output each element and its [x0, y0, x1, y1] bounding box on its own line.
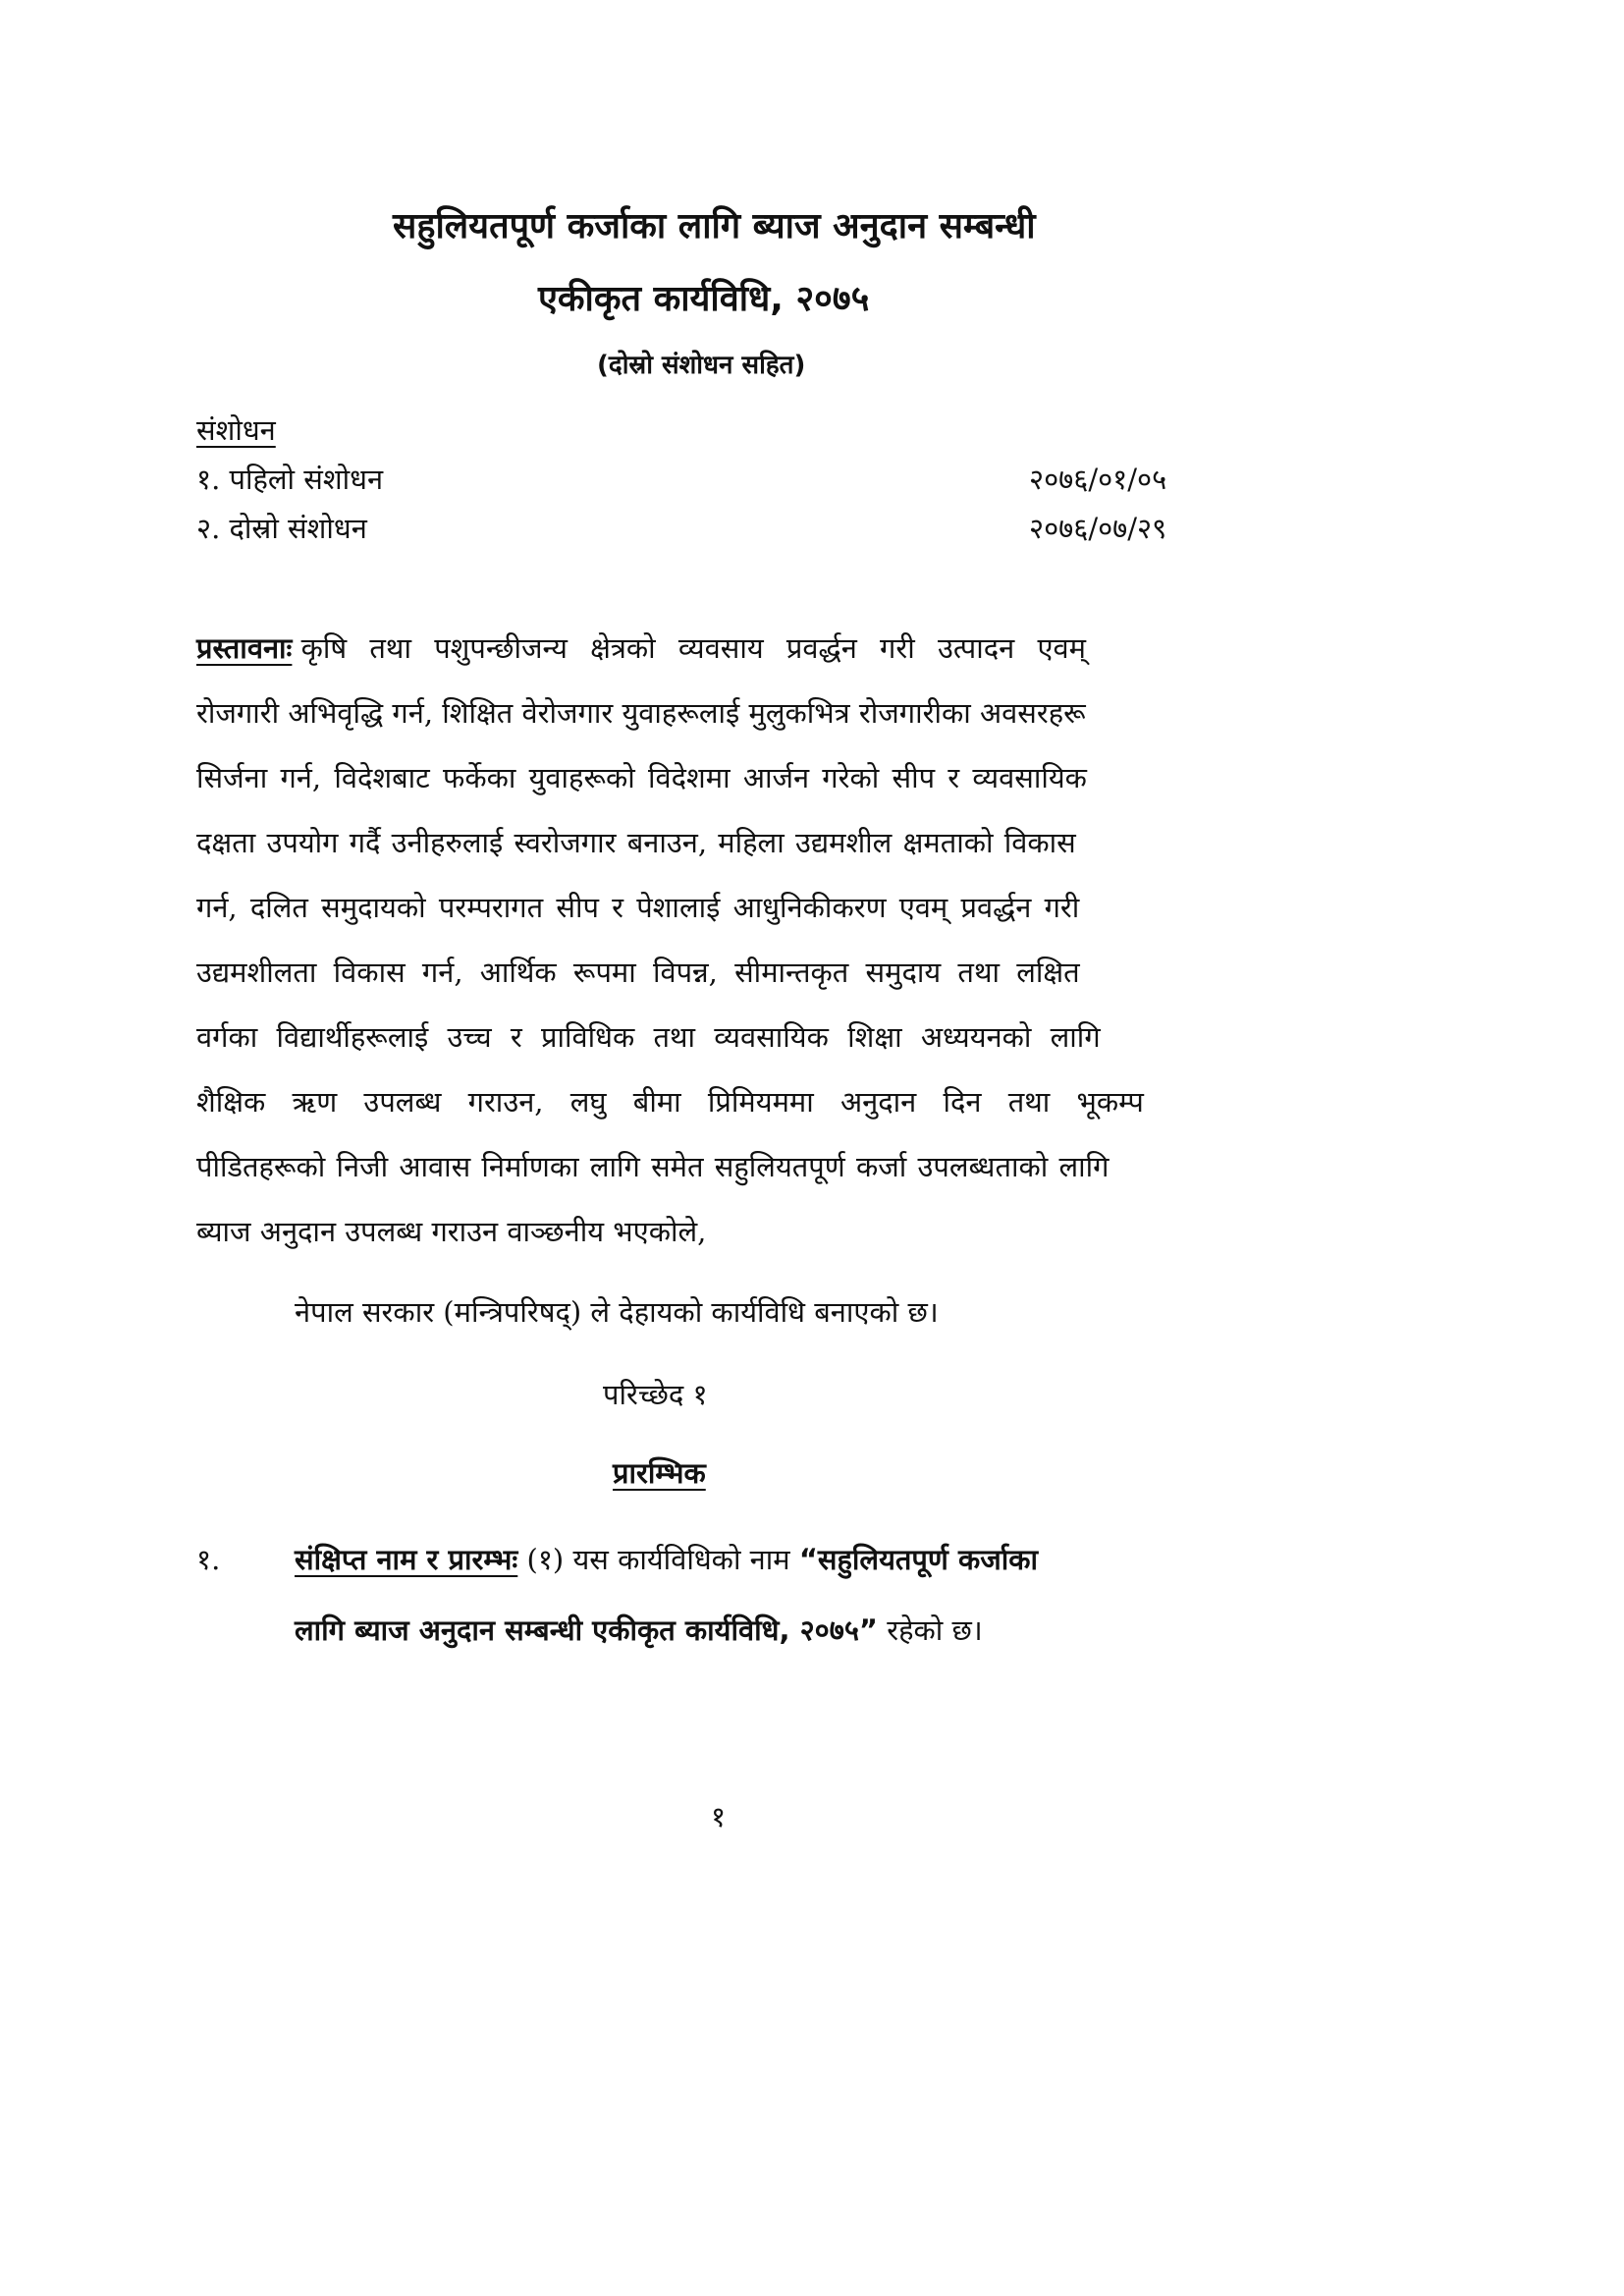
- preamble-line: गर्न, दलित समुदायको परम्परागत सीप र पेशालाई आधुनिकीकरण एवम् प्रवर्द्धन गरी: [196, 891, 1080, 924]
- section-text: रहेको छ।: [877, 1613, 983, 1647]
- preamble-line: दक्षता उपयोग गर्दै उनीहरुलाई स्वरोजगार बनाउन, महिला उद्यमशील क्षमताको विकास: [196, 826, 1076, 859]
- amendment-item-label: २. दोस्रो संशोधन: [196, 512, 367, 545]
- preamble-line: उद्यमशीलता विकास गर्न, आर्थिक रूपमा विपन्न, सीमान्तकृत समुदाय तथा लक्षित: [196, 956, 1080, 989]
- preamble-line: [196, 629, 1239, 667]
- document-subtitle: (दोस्रो संशोधन सहित): [597, 351, 806, 380]
- preamble-line: वर्गका विद्यार्थीहरूलाई उच्च र प्राविधिक तथा व्यवसायिक शिक्षा अध्ययनको लागि: [196, 1020, 1101, 1054]
- preamble-line: ब्याज अनुदान उपलब्ध गराउन वाञ्छनीय भएकोले,: [196, 1215, 707, 1248]
- chapter-number: परिच्छेद १: [603, 1378, 708, 1411]
- section-line: [295, 1611, 983, 1649]
- document-title-line1: सहुलियतपूर्ण कर्जाका लागि ब्याज अनुदान सम्बन्धी: [393, 206, 1036, 246]
- procedure-name: लागि ब्याज अनुदान सम्बन्धी एकीकृत कार्यविधि, २०७५”: [295, 1613, 878, 1647]
- amendments-heading: संशोधन: [196, 413, 276, 447]
- section-number: १.: [196, 1543, 221, 1576]
- enactment-clause: नेपाल सरकार (मन्त्रिपरिषद्) ले देहायको कार्यविधि बनाएको छ।: [295, 1295, 939, 1329]
- preamble-line: शैक्षिक ऋण उपलब्ध गराउन, लघु बीमा प्रिमियममा अनुदान दिन तथा भूकम्प: [196, 1085, 1144, 1119]
- chapter-title: प्रारम्भिक: [613, 1456, 706, 1490]
- amendment-item-label: १. पहिलो संशोधन: [196, 463, 384, 496]
- page-number: १: [711, 1800, 727, 1833]
- preamble-line: सिर्जना गर्न, विदेशबाट फर्केका युवाहरूको विदेशमा आर्जन गरेको सीप र व्यवसायिक: [196, 761, 1087, 794]
- section-heading: संक्षिप्त नाम र प्रारम्भः: [295, 1543, 518, 1576]
- preamble-line: पीडितहरूको निजी आवास निर्माणका लागि समेत सहुलियतपूर्ण कर्जा उपलब्धताको लागि: [196, 1150, 1110, 1183]
- document-title-line2: एकीकृत कार्यविधि, २०७५: [538, 279, 870, 319]
- preamble-line: रोजगारी अभिवृद्धि गर्न, शिक्षित वेरोजगार युवाहरूलाई मुलुकभित्र रोजगारीका अवसरहरू: [196, 696, 1086, 730]
- section-line: [295, 1540, 1038, 1578]
- section-text: (१) यस कार्यविधिको नाम: [517, 1543, 799, 1576]
- amendment-item-date: २०७६/०७/२९: [1029, 512, 1167, 545]
- procedure-name: “सहुलियतपूर्ण कर्जाका: [798, 1543, 1039, 1576]
- preamble-label: प्रस्तावनाः: [196, 631, 293, 665]
- amendment-item-date: २०७६/०१/०५: [1029, 463, 1167, 496]
- preamble-text: कृषि तथा पशुपन्छीजन्य क्षेत्रको व्यवसाय प्रवर्द्धन गरी उत्पादन एवम्: [300, 631, 1086, 665]
